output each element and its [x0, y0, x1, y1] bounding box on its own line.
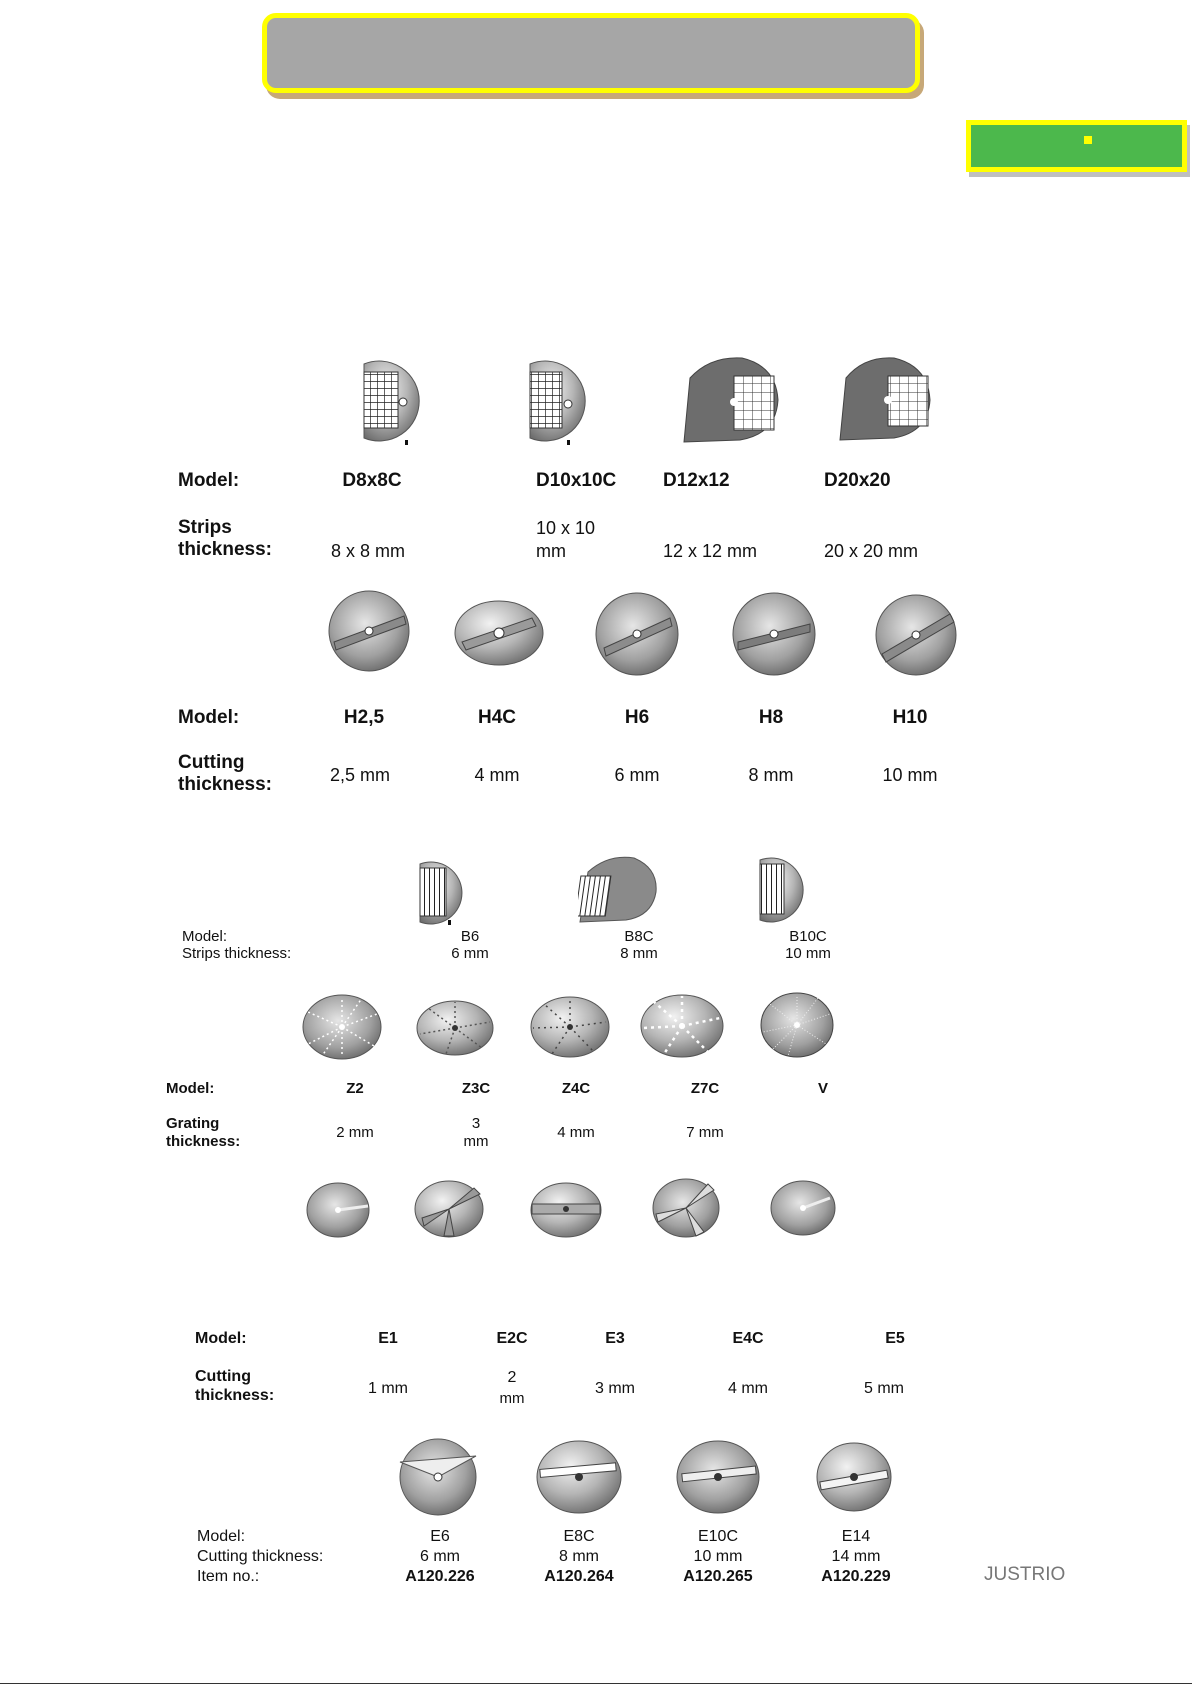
b-model-1: B6 [460, 928, 480, 945]
blade-b8c-icon [578, 854, 658, 924]
dicing-value-3: 12 x 12 mm [663, 541, 758, 561]
h-value-4: 8 mm [748, 765, 794, 785]
e2-value-2: 8 mm [559, 1548, 599, 1565]
blade-e3-icon [530, 1182, 602, 1238]
e-model-4: E4C [732, 1330, 764, 1347]
dicing-value-1: 8 x 8 mm [331, 541, 406, 561]
h-thickness-label-1: Cutting [178, 752, 245, 773]
z-model-4: Z7C [690, 1080, 720, 1097]
blade-e4c-icon [652, 1178, 720, 1238]
h-value-1: 2,5 mm [329, 765, 391, 785]
blade-z7c-icon [640, 994, 724, 1058]
e2-item-4: A120.229 [821, 1568, 891, 1585]
blade-h4c-icon [454, 600, 544, 666]
e2-thickness-label: Cutting thickness: [197, 1548, 324, 1565]
z-model-1: Z2 [346, 1080, 364, 1097]
green-badge [966, 120, 1187, 172]
e2-model-3: E10C [697, 1528, 739, 1545]
badge-dot-icon [1084, 136, 1092, 144]
b-value-3: 10 mm [785, 945, 831, 962]
h-model-4: H8 [758, 707, 784, 728]
blade-v-icon [760, 992, 834, 1058]
z-model-label: Model: [166, 1080, 215, 1097]
z-value-2b: mm [463, 1133, 489, 1150]
e-value-4: 4 mm [728, 1380, 768, 1397]
blade-h10-icon [874, 594, 958, 676]
blade-h6-icon [594, 592, 680, 676]
z-model-5: V [817, 1080, 829, 1097]
blade-z2-icon [302, 994, 382, 1060]
z-model-2: Z3C [461, 1080, 491, 1097]
e-value-1: 1 mm [368, 1380, 408, 1397]
brand-logo-text: JUSTRIO [984, 1564, 1066, 1585]
dicing-thickness-label-1: Strips [178, 517, 232, 538]
e2-value-4: 14 mm [831, 1548, 881, 1565]
e-thickness-label-2: thickness: [195, 1387, 275, 1404]
e-model-label: Model: [195, 1330, 247, 1347]
b-value-2: 8 mm [620, 945, 658, 962]
z-value-1: 2 mm [336, 1124, 374, 1141]
b-model-2: B8C [624, 928, 654, 945]
e2-item-2: A120.264 [544, 1568, 614, 1585]
e2-item-1: A120.226 [405, 1568, 475, 1585]
blade-h8-icon [732, 592, 816, 676]
dicing-value-2b: mm [536, 541, 566, 561]
dicing-model-1: D8x8C [342, 470, 402, 491]
e2-item-3: A120.265 [683, 1568, 753, 1585]
dicing-value-4: 20 x 20 mm [824, 541, 919, 561]
blade-e6-icon [396, 1438, 480, 1516]
z-value-4: 7 mm [686, 1124, 724, 1141]
e2-item-label: Item no.: [197, 1568, 260, 1585]
b-thickness-label: Strips thickness: [182, 945, 292, 962]
h-value-5: 10 mm [882, 765, 938, 785]
blade-z4c-icon [530, 996, 610, 1058]
blade-e10c-icon [676, 1440, 760, 1514]
dicing-model-3: D12x12 [663, 470, 730, 491]
z-model-3: Z4C [561, 1080, 591, 1097]
z-value-2a: 3 [471, 1115, 481, 1132]
e-thickness-label-1: Cutting [195, 1368, 251, 1385]
dicing-model-4: D20x20 [824, 470, 891, 491]
z-thickness-label-2: thickness: [166, 1133, 241, 1150]
dicing-thickness-label-2: thickness: [178, 539, 272, 560]
blade-e2c-icon [414, 1180, 484, 1238]
b-value-1: 6 mm [451, 945, 489, 962]
h-model-2: H4C [477, 707, 517, 728]
e2-model-label: Model: [197, 1528, 246, 1545]
footer-divider [0, 1683, 1192, 1684]
e-value-5: 5 mm [864, 1380, 904, 1397]
z-value-3: 4 mm [557, 1124, 595, 1141]
e2-model-1: E6 [430, 1528, 450, 1545]
e-value-3: 3 mm [595, 1380, 635, 1397]
e2-value-1: 6 mm [420, 1548, 460, 1565]
b-model-label: Model: [182, 928, 228, 945]
e-model-3: E3 [605, 1330, 625, 1347]
e-value-2b: mm [499, 1390, 525, 1407]
b-model-3: B10C [789, 928, 827, 945]
e-model-1: E1 [378, 1330, 398, 1347]
h-value-2: 4 mm [474, 765, 520, 785]
e-model-5: E5 [885, 1330, 905, 1347]
blade-b6-icon [414, 860, 480, 926]
e2-model-2: E8C [563, 1528, 595, 1545]
blade-e8c-icon [536, 1440, 622, 1514]
blade-e5-icon [770, 1180, 836, 1236]
h-model-label: Model: [178, 707, 240, 728]
top-banner [262, 13, 920, 93]
h-value-3: 6 mm [614, 765, 660, 785]
dicing-value-2a: 10 x 10 [536, 518, 596, 538]
h-model-5: H10 [892, 707, 928, 728]
blade-d10x10c-icon [524, 360, 604, 446]
blade-b10c-icon [756, 856, 822, 924]
e-model-2: E2C [496, 1330, 528, 1347]
blade-d8x8c-icon [356, 360, 438, 446]
blade-h25-icon [328, 590, 410, 672]
blade-d12x12-icon [680, 356, 780, 446]
h-model-1: H2,5 [343, 707, 385, 728]
blade-e1-icon [306, 1182, 370, 1238]
e-value-2a: 2 [507, 1369, 517, 1386]
dicing-model-2: D10x10C [536, 470, 617, 491]
e2-value-3: 10 mm [693, 1548, 743, 1565]
blade-z3c-icon [416, 1000, 494, 1056]
blade-d20x20-icon [836, 356, 932, 444]
z-thickness-label-1: Grating [166, 1115, 220, 1132]
h-model-3: H6 [624, 707, 650, 728]
dicing-model-label: Model: [178, 470, 240, 491]
h-thickness-label-2: thickness: [178, 774, 272, 795]
blade-e14-icon [816, 1442, 892, 1512]
e2-model-4: E14 [841, 1528, 871, 1545]
